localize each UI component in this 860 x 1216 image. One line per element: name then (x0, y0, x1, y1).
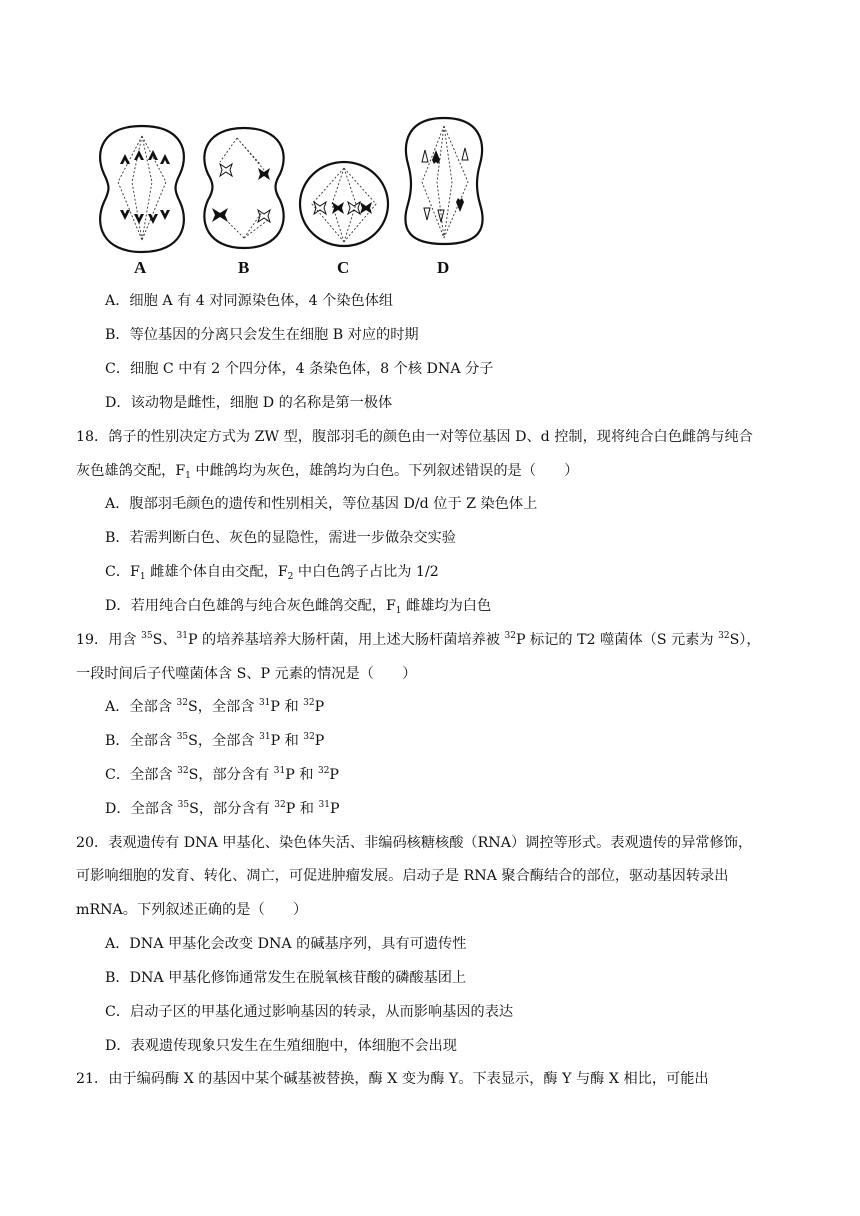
figure-label-b: B (238, 258, 250, 277)
q18-stem-line2: 灰色雄鸽交配，$F_1$ 中雌鸽均为灰色，雄鸽均为白色。下列叙述错误的是（ ） (76, 463, 579, 481)
figure-label-a: A (134, 258, 147, 277)
q20-stem-line3: mRNA。下列叙述正确的是（ ） (76, 902, 308, 918)
cell-d-outline (405, 118, 482, 244)
figure-label-d: D (437, 258, 450, 277)
q19-stem-line1: 19．用含 $^{35}$S、$^{31}$P 的培养基培养大肠杆菌，用上述大肠杆菌培养被 $^{32}$P 标记的 T2 噬菌体（S 元素为 $^{32}$S）， (76, 631, 761, 648)
q19-option-b: B．全部含 $^{35}$S，全部含 $^{31}$P 和 $^{32}$P (105, 732, 325, 749)
q17-option-d: D．该动物是雌性，细胞 D 的名称是第一极体 (105, 395, 393, 411)
q18-option-b: B．若需判断白色、灰色的显隐性，需进一步做杂交实验 (105, 530, 456, 546)
q17-option-a: A．细胞 A 有 4 对同源染色体，4 个染色体组 (105, 293, 394, 309)
q18-option-a: A．腹部羽毛颜色的遗传和性别相关，等位基因 D/d 位于 Z 染色体上 (105, 496, 538, 512)
cell-division-figure (92, 112, 492, 280)
q18-stem-line1: 18．鸽子的性别决定方式为 ZW 型，腹部羽毛的颜色由一对等位基因 D、d 控制，现将纯合白色雌鸽与纯合 (76, 429, 753, 445)
q19-option-a: A．全部含 $^{32}$S，全部含 $^{31}$P 和 $^{32}$P (105, 698, 325, 715)
cell-c-outline (300, 162, 388, 246)
q19-option-d: D．全部含 $^{35}$S，部分含有 $^{32}$P 和 $^{31}$P (105, 800, 340, 817)
q20-option-a: A．DNA 甲基化会改变 DNA 的碱基序列，具有可遗传性 (105, 936, 467, 952)
q21-stem-line1: 21．由于编码酶 X 的基因中某个碱基被替换，酶 X 变为酶 Y。下表显示，酶 Y 与酶 X 相比，可能出 (76, 1071, 709, 1087)
figure-label-c: C (337, 258, 350, 277)
q20-stem-line1: 20．表观遗传有 DNA 甲基化、染色体失活、非编码核糖核酸（RNA）调控等形式。表观遗传的异常修饰， (76, 835, 753, 851)
cell-b-outline (204, 128, 283, 248)
q20-option-c: C．启动子区的甲基化通过影响基因的转录，从而影响基因的表达 (105, 1004, 514, 1020)
q17-option-b: B．等位基因的分离只会发生在细胞 B 对应的时期 (105, 327, 419, 343)
q19-option-c: C．全部含 $^{32}$S，部分含有 $^{31}$P 和 $^{32}$P (105, 766, 339, 783)
q20-option-b: B．DNA 甲基化修饰通常发生在脱氧核苷酸的磷酸基团上 (105, 970, 467, 986)
q20-stem-line2: 可影响细胞的发育、转化、凋亡，可促进肿瘤发展。启动子是 RNA 聚合酶结合的部位，驱动基因转录出 (76, 868, 729, 884)
cell-a-outline (100, 126, 184, 252)
q20-option-d: D．表观遗传现象只发生在生殖细胞中，体细胞不会出现 (105, 1038, 457, 1054)
q18-option-d: D．若用纯合白色雄鸽与纯合灰色雌鸽交配，$F_1$ 雌雄均为白色 (105, 598, 492, 616)
q18-option-c: C．$F_1$ 雌雄个体自由交配，$F_2$ 中白色鸽子占比为 1/2 (105, 564, 439, 582)
q19-stem-line2: 一段时间后子代噬菌体含 S、P 元素的情况是（ ） (76, 666, 417, 682)
q17-option-c: C．细胞 C 中有 2 个四分体，4 条染色体，8 个核 DNA 分子 (105, 361, 494, 377)
